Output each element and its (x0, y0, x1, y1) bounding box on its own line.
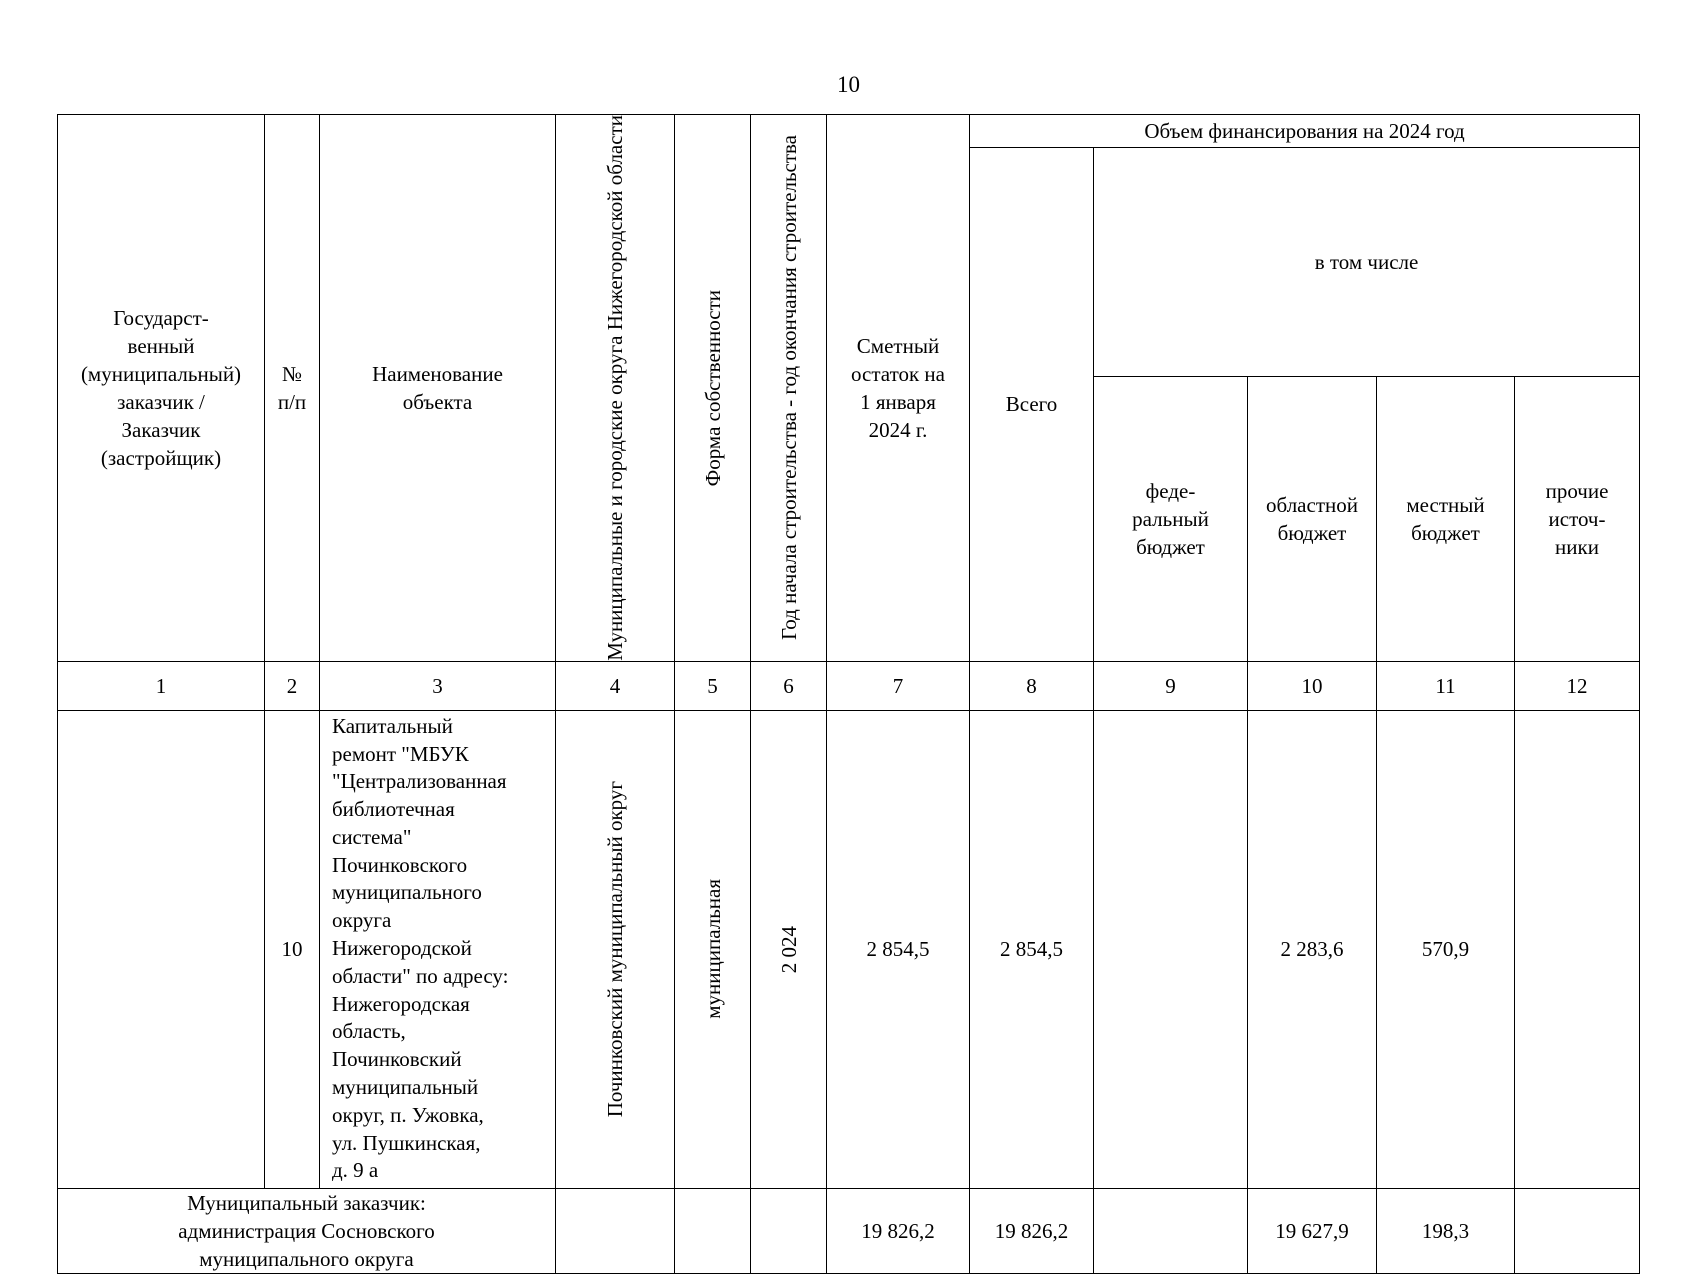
column-number: 1 (58, 661, 265, 710)
column-number: 5 (675, 661, 751, 710)
row-municipality (556, 710, 675, 1188)
construction-funding-table (57, 114, 1640, 1274)
row-customer (58, 710, 265, 1188)
summary-estimate-remainder: 19 826,2 (827, 1188, 970, 1273)
column-number: 11 (1377, 661, 1515, 710)
header-municipality-text: Муниципальные и городские округа Нижегородской области (603, 115, 627, 661)
column-number: 8 (970, 661, 1094, 710)
header-object-name: Наименование объекта (320, 115, 556, 662)
header-ownership-text: Форма собственности (700, 289, 725, 487)
column-number: 6 (751, 661, 827, 710)
summary-municipality (556, 1188, 675, 1273)
summary-local: 198,3 (1377, 1188, 1515, 1273)
header-estimate-remainder: Сметный остаток на 1 января 2024 г. (827, 115, 970, 662)
row-federal (1094, 710, 1248, 1188)
summary-federal (1094, 1188, 1248, 1273)
column-number: 7 (827, 661, 970, 710)
column-number: 2 (265, 661, 320, 710)
header-local-budget: местный бюджет (1377, 376, 1515, 661)
header-municipality (556, 115, 675, 662)
summary-other (1515, 1188, 1640, 1273)
table-row (58, 710, 1640, 1188)
header-customer: Государст- венный (муниципальный) заказчик / Заказчик (застройщик) (58, 115, 265, 662)
row-local: 570,9 (1377, 710, 1515, 1188)
row-construction-years-text: 2 024 (776, 925, 801, 973)
column-number: 12 (1515, 661, 1640, 710)
row-ownership-text: муниципальная (700, 879, 725, 1020)
row-ownership (675, 710, 751, 1188)
row-total: 2 854,5 (970, 710, 1094, 1188)
column-number: 9 (1094, 661, 1248, 710)
summary-ownership (675, 1188, 751, 1273)
summary-construction-years (751, 1188, 827, 1273)
column-number: 3 (320, 661, 556, 710)
row-other (1515, 710, 1640, 1188)
header-other-sources: прочие источ- ники (1515, 376, 1640, 661)
summary-regional: 19 627,9 (1248, 1188, 1377, 1273)
header-construction-years (751, 115, 827, 662)
header-regional-budget: областной бюджет (1248, 376, 1377, 661)
header-funding-2024: Объем финансирования на 2024 год (970, 115, 1640, 148)
row-municipality-text: Починковский муниципальный округ (603, 781, 627, 1118)
column-number: 10 (1248, 661, 1377, 710)
row-construction-years (751, 710, 827, 1188)
summary-total: 19 826,2 (970, 1188, 1094, 1273)
column-number: 4 (556, 661, 675, 710)
page-number: 10 (837, 72, 860, 97)
header-ownership (675, 115, 751, 662)
row-object-name: Капитальный ремонт "МБУК "Централизованная библиотечная система" Починковского муниципального округа Нижегородской области" по адресу: Нижегородская область, Починковский муниципальный округ, п. Ужовка, ул. Пушкинская, д. 9 а (320, 710, 556, 1188)
header-including: в том числе (1094, 148, 1640, 377)
row-estimate-remainder: 2 854,5 (827, 710, 970, 1188)
header-construction-years-text: Год начала строительства - год окончания строительства (776, 135, 801, 641)
row-regional: 2 283,6 (1248, 710, 1377, 1188)
row-number: 10 (265, 710, 320, 1188)
column-number-row (58, 661, 1640, 710)
summary-customer-label: Муниципальный заказчик: администрация Сосновского муниципального округа (58, 1188, 556, 1273)
header-federal-budget: феде- ральный бюджет (1094, 376, 1248, 661)
header-total: Всего (970, 148, 1094, 662)
header-row-number: № п/п (265, 115, 320, 662)
summary-row (58, 1188, 1640, 1273)
